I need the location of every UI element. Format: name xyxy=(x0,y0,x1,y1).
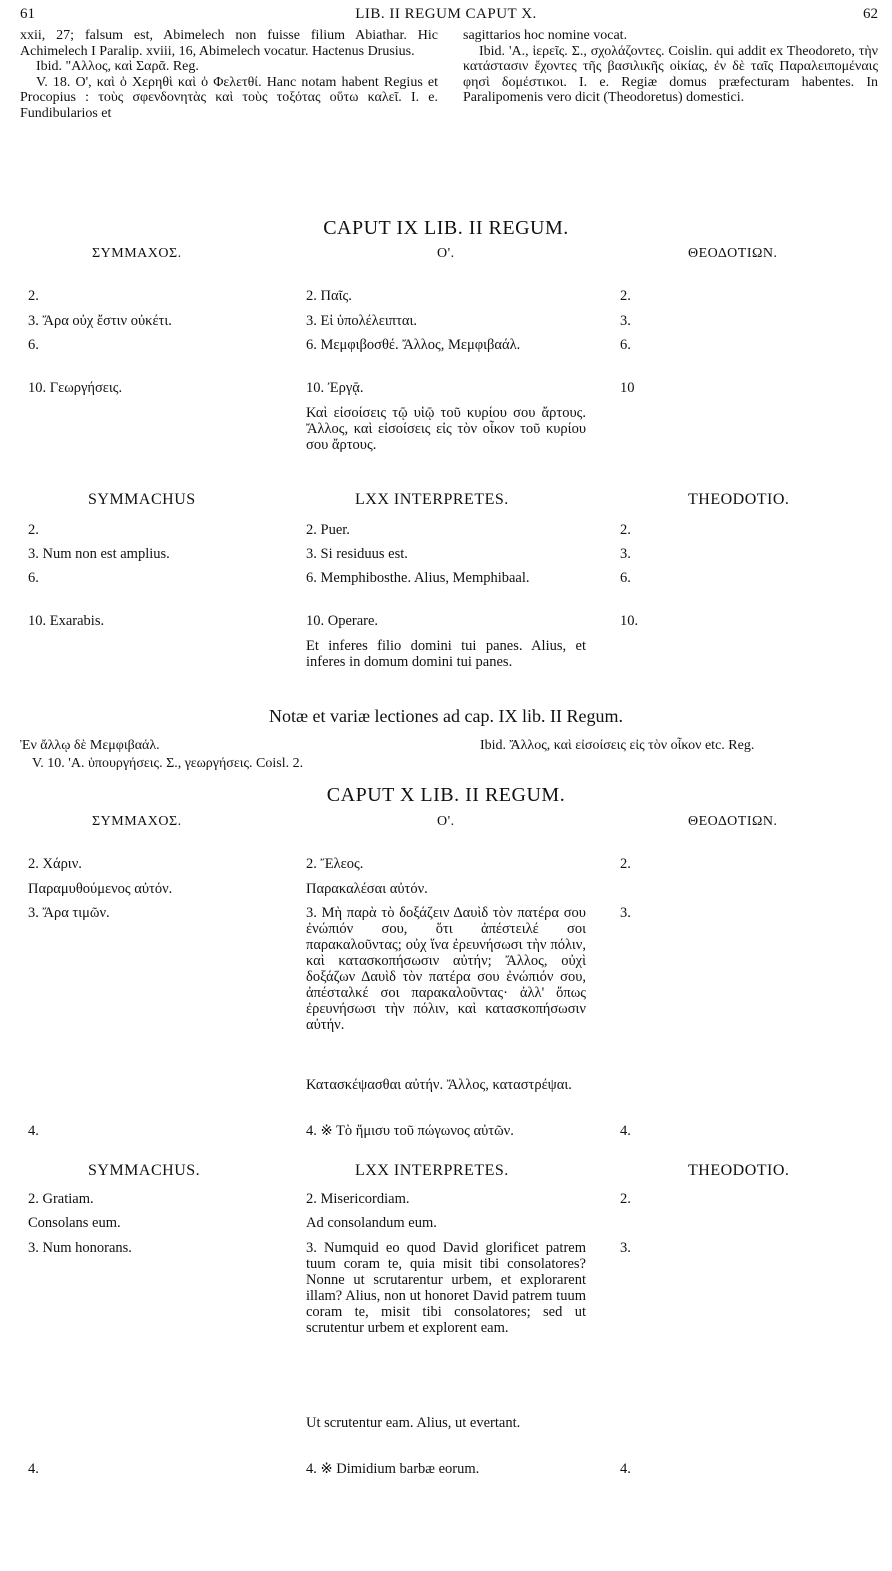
caput10-title: CAPUT X LIB. II REGUM. xyxy=(326,784,566,806)
lxx-cell: 10. Ἐργᾷ. xyxy=(306,380,364,396)
variant-line: V. 10. 'Α. ὑπουργήσεις. Σ., γεωργήσεις. Coisl. 2. xyxy=(32,756,304,771)
theodotion-cell: 3. xyxy=(620,1240,631,1256)
theodotion-cell: 3. xyxy=(620,313,631,329)
heading-lxx-latin: LXX INTERPRETES. xyxy=(355,1162,509,1179)
lxx-cell: 6. Memphibosthe. Alius, Memphibaal. xyxy=(306,570,530,586)
theodotion-cell: 3. xyxy=(620,905,631,921)
lxx-cell: 2. Puer. xyxy=(306,522,350,538)
symmachus-cell: 4. xyxy=(28,1461,39,1477)
symmachus-cell: 3. Ἄρα τιμῶν. xyxy=(28,905,110,921)
theodotion-cell: 2. xyxy=(620,856,631,872)
lxx-cell: Ut scrutentur eam. Alius, ut evertant. xyxy=(306,1415,521,1431)
theodotion-cell: 2. xyxy=(620,522,631,538)
note-paragraph: xxii, 27; falsum est, Abimelech non fuisse filium Abiathar. Hic Achimelech I Paralip. xviii, 16, Abimelech vocatur. Hactenus Drusius. xyxy=(20,28,438,59)
lxx-cell: 6. Μεμφιβοσθέ. Ἄλλος, Μεμφιβαάλ. xyxy=(306,337,521,353)
lxx-cell: 3. Si residuus est. xyxy=(306,546,408,562)
theodotion-cell: 10 xyxy=(620,380,635,396)
theodotion-cell: 6. xyxy=(620,570,631,586)
heading-symmachus-greek: ΣΥΜΜΑΧΟΣ. xyxy=(92,246,182,261)
lxx-cell: 4. ※ Dimidium barbæ eorum. xyxy=(306,1461,480,1477)
symmachus-cell: 3. Num non est amplius. xyxy=(28,546,170,562)
symmachus-cell: 4. xyxy=(28,1123,39,1139)
heading-theodotion-latin: THEODOTIO. xyxy=(688,1162,790,1179)
heading-theodotion-latin: THEODOTIO. xyxy=(688,491,790,508)
heading-symmachus-greek: ΣΥΜΜΑΧΟΣ. xyxy=(92,814,182,829)
heading-lxx-latin: LXX INTERPRETES. xyxy=(355,491,509,508)
heading-symmachus-latin: SYMMACHUS. xyxy=(88,1162,201,1179)
heading-symmachus-latin: SYMMACHUS xyxy=(88,491,196,508)
symmachus-cell: Consolans eum. xyxy=(28,1215,121,1231)
caput10-greek-headings xyxy=(0,814,892,832)
caput10-latin-headings xyxy=(0,1163,892,1181)
symmachus-cell: 3. Ἄρα οὐχ ἔστιν οὐκέτι. xyxy=(28,313,172,329)
lxx-cell: 10. Operare. xyxy=(306,613,379,629)
theodotion-cell: 2. xyxy=(620,1191,631,1207)
symmachus-cell: 2. xyxy=(28,522,39,538)
symmachus-cell: Παραμυθούμενος αὐτόν. xyxy=(28,881,173,897)
caput9-latin-headings xyxy=(0,492,892,510)
caput9-title: CAPUT IX LIB. II REGUM. xyxy=(323,217,569,239)
note-paragraph: Ibid. 'Α., ἱερεῖς. Σ., σχολάζοντες. Coislin. qui addit ex Theodoreto, τὴν κατάστασιν ἔχοντες τῆς βασιλικῆς οἰκίας, ἐν δὲ ταῖς Παραλειπομέναις φησὶ δομέστικοι. I. e. Regiæ domus præfecturam habentes. In Paralipomenis vero dicit (Theodoretus) domestici. xyxy=(463,43,878,105)
symmachus-cell: 10. Exarabis. xyxy=(28,613,105,629)
lxx-cell: 3. Εἰ ὑπολέλειπται. xyxy=(306,313,418,329)
notes-right-column xyxy=(463,28,878,106)
running-title: LIB. II REGUM CAPUT X. xyxy=(355,6,537,22)
lxx-cell: 3. Μὴ παρὰ τὸ δοξάζειν Δαυὶδ τὸν πατέρα σου ἐνώπιόν σου, ὅτι ἀπέστειλέ σοι παρακαλοῦντας; οὐχ ἵνα ἐρευνήσωσι τὴν πόλιν, καὶ κατασκοπήσωσιν αὐτήν; Ἄλλος, οὐχὶ δοξάζων Δαυὶδ τὸν πατέρα σου ἐνώπιόν σου, ἀπέσταλκέ σοι παρακαλοῦντας· ἀλλ' ὅπως ἐρευνήσωσι τὴν πόλιν, καὶ κατασκοπήσωσιν αὐτήν. xyxy=(306,905,586,1033)
lxx-cell: 4. ※ Τὸ ἥμισυ τοῦ πώγωνος αὐτῶν. xyxy=(306,1123,514,1139)
lxx-cell: Παρακαλέσαι αὐτόν. xyxy=(306,881,428,897)
theodotion-cell: 2. xyxy=(620,288,631,304)
lxx-cell: 3. Numquid eo quod David glorificet patrem tuum coram te, quia misit tibi consolatores? Nonne ut scrutarentur urbem, et explorarent illam? Alius, non ut honoret David patrem tuum coram te, misit tibi consolatores; sed ut scrutentur urbem et explorent eam. xyxy=(306,1240,586,1336)
symmachus-cell: 2. xyxy=(28,288,39,304)
symmachus-cell: 2. Gratiam. xyxy=(28,1191,94,1207)
caput9-greek-headings xyxy=(0,246,892,264)
lxx-cell: 2. Ἔλεος. xyxy=(306,856,364,872)
note-paragraph: Ibid. "Αλλος, καὶ Σαρᾶ. Reg. xyxy=(36,59,199,74)
heading-lxx-greek: Ο'. xyxy=(437,246,455,261)
lxx-cell: 2. Misericordiam. xyxy=(306,1191,410,1207)
theodotion-cell: 10. xyxy=(620,613,639,629)
lxx-cell: Ad consolandum eum. xyxy=(306,1215,437,1231)
lxx-cell: Καὶ εἰσοίσεις τῷ υἱῷ τοῦ κυρίου σου ἄρτους. Ἄλλος, καὶ εἰσοίσεις εἰς τὸν οἶκον τοῦ κυρίου σου ἄρτους. xyxy=(306,405,586,453)
variant-line: Ibid. Ἄλλος, καὶ εἰσοίσεις εἰς τὸν οἶκον etc. Reg. xyxy=(480,738,755,753)
note-paragraph: V. 18. Ο', καὶ ὁ Χερηθὶ καὶ ὁ Φελετθί. Hanc notam habent Regius et Procopius : τοὺς σφενδονητὰς καὶ τοὺς τοξότας οὕτω καλεῖ. I. e. Fundibularios et xyxy=(20,74,438,121)
variants-title: Notæ et variæ lectiones ad cap. IX lib. II Regum. xyxy=(269,706,623,726)
theodotion-cell: 4. xyxy=(620,1123,631,1139)
lxx-cell: Et inferes filio domini tui panes. Alius, et inferes in domum domini tui panes. xyxy=(306,638,586,670)
note-paragraph: sagittarios hoc nomine vocat. xyxy=(463,28,628,43)
symmachus-cell: 10. Γεωργήσεις. xyxy=(28,380,123,396)
theodotion-cell: 3. xyxy=(620,546,631,562)
symmachus-cell: 6. xyxy=(28,337,39,353)
heading-theodotion-greek: ΘΕΟΔΟΤΙΩΝ. xyxy=(688,814,778,829)
notes-left-column xyxy=(20,28,438,121)
symmachus-cell: 6. xyxy=(28,570,39,586)
symmachus-cell: 2. Χάριν. xyxy=(28,856,82,872)
variant-line: Ἐν ἄλλῳ δὲ Μεμφιβαάλ. xyxy=(20,738,160,753)
lxx-cell: Κατασκέψασθαι αὐτήν. Ἄλλος, καταστρέψαι. xyxy=(306,1077,572,1093)
page-number-right: 62 xyxy=(863,6,878,22)
heading-lxx-greek: Ο'. xyxy=(437,814,455,829)
heading-theodotion-greek: ΘΕΟΔΟΤΙΩΝ. xyxy=(688,246,778,261)
page-number-left: 61 xyxy=(20,6,35,22)
symmachus-cell: 3. Num honorans. xyxy=(28,1240,132,1256)
lxx-cell: 2. Παῖς. xyxy=(306,288,352,304)
theodotion-cell: 4. xyxy=(620,1461,631,1477)
theodotion-cell: 6. xyxy=(620,337,631,353)
